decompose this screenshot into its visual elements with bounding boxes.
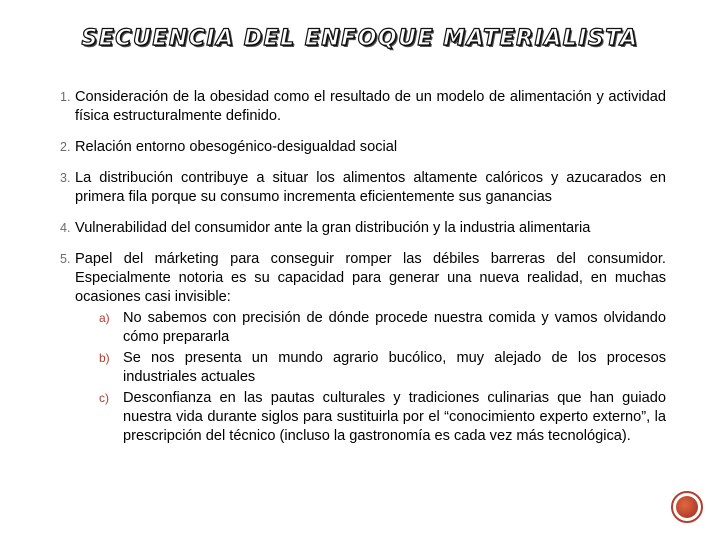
item-body xyxy=(75,250,666,448)
item-number: 4. xyxy=(60,221,71,235)
slide-title: SECUENCIA DEL ENFOQUE MATERIALISTA xyxy=(81,26,639,51)
item-number: 3. xyxy=(60,171,71,185)
list-item xyxy=(60,169,666,207)
item-number: 2. xyxy=(60,140,71,154)
sub-item-letter: a) xyxy=(99,311,110,325)
list-item xyxy=(60,88,666,126)
numbered-list xyxy=(60,88,666,460)
sub-item xyxy=(93,309,666,347)
item-text: Relación entorno obesogénico-desigualdad social xyxy=(75,139,398,155)
item-text: Consideración de la obesidad como el resultado de un modelo de alimentación y actividad física estructuralmente definido. xyxy=(75,89,666,124)
sub-item-letter: b) xyxy=(99,351,110,365)
sub-item-letter: c) xyxy=(99,391,109,405)
list-item xyxy=(60,250,666,448)
item-text: Vulnerabilidad del consumidor ante la gran distribución y la industria alimentaria xyxy=(75,220,591,236)
badge-fill xyxy=(676,496,698,518)
list-item xyxy=(60,138,666,157)
sub-item-text: No sabemos con precisión de dónde procede nuestra comida y vamos olvidando cómo prepararla xyxy=(123,310,666,345)
circle-badge-icon xyxy=(671,491,703,523)
list-item xyxy=(60,219,666,238)
sub-item-text: Se nos presenta un mundo agrario bucólico, muy alejado de los procesos industriales actuales xyxy=(123,350,666,385)
sub-list xyxy=(75,309,666,446)
item-number: 5. xyxy=(60,252,71,266)
item-text: Papel del márketing para conseguir romper las débiles barreras del consumidor. Especialmente notoria es su capacidad para generar una nueva realidad, en muchas ocasiones casi invisible: xyxy=(75,251,666,305)
item-number: 1. xyxy=(60,90,71,104)
sub-item xyxy=(93,389,666,446)
item-text: La distribución contribuye a situar los alimentos altamente calóricos y azucarados en primera fila porque su consumo incrementa eficientemente sus ganancias xyxy=(75,170,666,205)
sub-item-text: Desconfianza en las pautas culturales y tradiciones culinarias que han guiado nuestra vida durante siglos para sustituirla por el “conocimiento experto externo”, la prescripción del técnico (incluso la gastronomía es cada vez más tecnológica). xyxy=(123,390,666,444)
sub-item xyxy=(93,349,666,387)
